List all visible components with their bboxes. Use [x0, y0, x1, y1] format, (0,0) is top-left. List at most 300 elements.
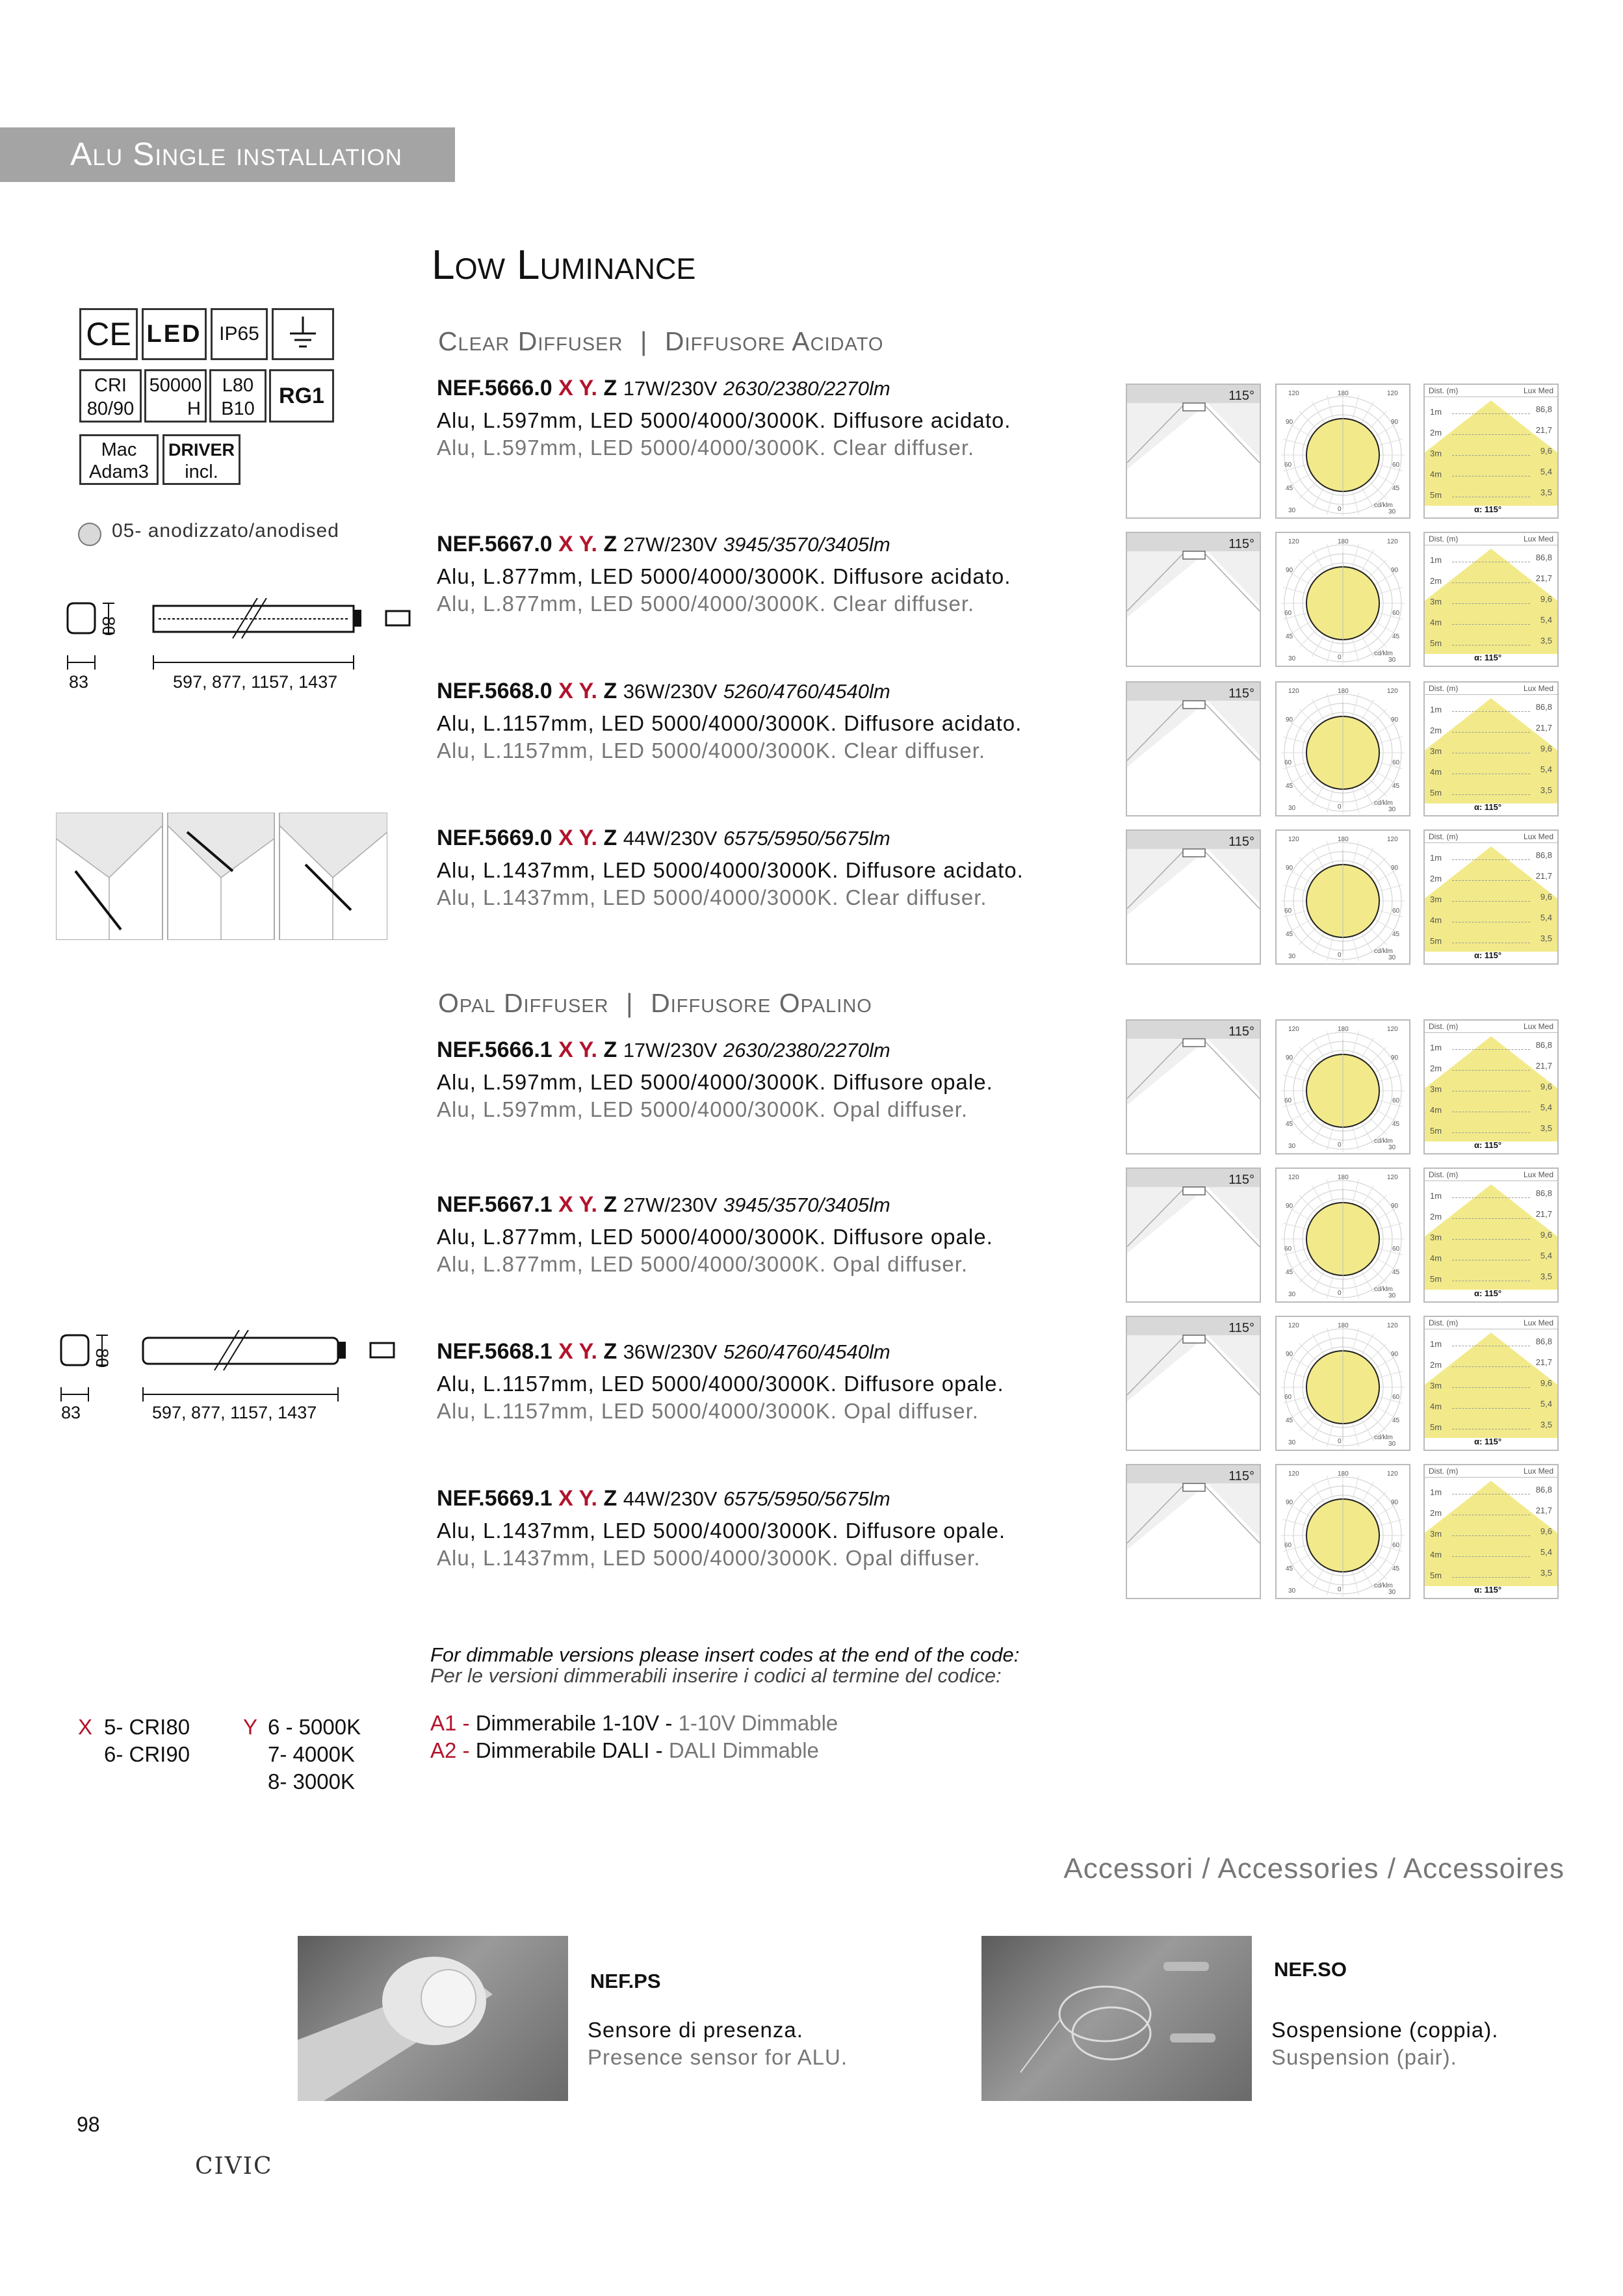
lux-value: 86,8 [1535, 850, 1552, 860]
product-desc-en: Alu, L.1157mm, LED 5000/4000/3000K. Clear diffuser. [437, 738, 986, 763]
polar-label: 45 [1286, 1565, 1293, 1572]
polar-curve-diagram [1275, 681, 1410, 816]
lux-dist: 3m [1430, 1233, 1442, 1242]
polar-label: 45 [1286, 633, 1293, 640]
lux-dist: 1m [1430, 853, 1442, 863]
b10-label: B10 [221, 398, 255, 419]
lux-dist: 4m [1430, 767, 1442, 777]
product-code-line [437, 376, 890, 401]
beam-angle-diagram [1126, 829, 1261, 965]
y-code-item: 7- 4000K [268, 1742, 355, 1766]
lux-value: 5,4 [1540, 467, 1552, 476]
lux-value: 3,5 [1540, 933, 1552, 943]
driver-box [162, 434, 240, 485]
polar-label: 30 [1288, 1143, 1296, 1150]
polar-label: 30 [1388, 657, 1396, 664]
product-code-line [437, 679, 890, 704]
lux-value: 5,4 [1540, 615, 1552, 625]
lux-value: 86,8 [1535, 553, 1552, 562]
clear-section-heading [438, 326, 884, 357]
lux-table-diagram [1423, 384, 1559, 519]
product-spec: 27W/230V [623, 1194, 718, 1216]
polar-label: 60 [1392, 610, 1400, 617]
polar-label: cd/klm [1374, 502, 1393, 509]
lux-dist: 2m [1430, 428, 1442, 437]
polar-label: 90 [1391, 1499, 1399, 1506]
polar-label: 60 [1392, 759, 1400, 766]
polar-label: 120 [1387, 688, 1398, 695]
polar-label: 0 [1338, 952, 1342, 959]
polar-curve-diagram [1275, 1019, 1410, 1155]
beam-angle-label: 115° [1228, 1024, 1254, 1039]
product-xy: X Y. [558, 1486, 597, 1511]
product-z: Z [603, 532, 617, 556]
lux-dist: 1m [1430, 1043, 1442, 1052]
lux-dist: 5m [1430, 1126, 1442, 1136]
lux-value: 9,6 [1540, 892, 1552, 902]
lux-value: 5,4 [1540, 764, 1552, 774]
lux-dist: 5m [1430, 936, 1442, 946]
polar-label: 60 [1392, 1394, 1400, 1401]
polar-curve-diagram [1275, 1168, 1410, 1303]
lux-dist: 3m [1430, 1381, 1442, 1390]
presence-sensor-photo [298, 1936, 568, 2101]
x-code-item: 6- CRI90 [104, 1742, 190, 1766]
dim-code: A1 [430, 1711, 457, 1735]
product-desc-en: Alu, L.1437mm, LED 5000/4000/3000K. Clear diffuser. [437, 885, 987, 909]
lux-value: 3,5 [1540, 1272, 1552, 1281]
beam-angle-label: 115° [1228, 1469, 1254, 1483]
polar-label: 30 [1288, 1587, 1296, 1595]
lux-dist-header: Dist. (m) [1429, 534, 1459, 543]
section-title: Alu Single installation [70, 136, 403, 172]
polar-label: 45 [1286, 1269, 1293, 1276]
lux-med-header: Lux Med [1523, 386, 1553, 395]
lux-table-diagram [1423, 829, 1559, 965]
polar-curve-diagram [1275, 384, 1410, 519]
lux-dist-header: Dist. (m) [1429, 832, 1459, 841]
lux-table-diagram [1423, 1168, 1559, 1303]
polar-label: 45 [1392, 783, 1400, 790]
x-letter: X [78, 1715, 93, 1739]
dim-sep: - [462, 1711, 470, 1735]
product-desc-en: Alu, L.597mm, LED 5000/4000/3000K. Clear diffuser. [437, 436, 975, 460]
finish-label: 05- anodizzato/anodised [112, 520, 339, 541]
polar-label: 60 [1392, 907, 1400, 915]
polar-label: 120 [1288, 538, 1299, 545]
lux-dist: 2m [1430, 1360, 1442, 1370]
polar-label: 120 [1387, 1026, 1398, 1033]
clear-height-label: 80 [99, 616, 118, 636]
opal-length-label: 597, 877, 1157, 1437 [152, 1403, 317, 1422]
polar-label: 180 [1338, 1174, 1349, 1181]
product-z: Z [603, 679, 617, 703]
polar-label: 45 [1286, 1417, 1293, 1424]
dim-sep: - [655, 1738, 663, 1762]
y-code-item: 6 - 5000K [268, 1715, 361, 1739]
polar-label: 90 [1286, 1203, 1293, 1210]
beam-angle-label: 115° [1228, 389, 1254, 403]
product-spec: 36W/230V [623, 680, 718, 703]
product-z: Z [603, 1339, 617, 1364]
lux-value: 21,7 [1535, 425, 1552, 435]
product-lumen: 6575/5950/5675lm [723, 827, 890, 850]
product-xy: X Y. [558, 376, 597, 400]
product-spec: 27W/230V [623, 533, 718, 556]
product-code: NEF.5669.1 [437, 1486, 552, 1511]
earth-ground-icon [272, 308, 334, 360]
product-xy: X Y. [558, 679, 597, 703]
polar-label: 120 [1288, 1174, 1299, 1181]
product-desc-it: Alu, L.1157mm, LED 5000/4000/3000K. Diffusore opale. [437, 1372, 1004, 1396]
lifetime-value: 50000 [149, 375, 202, 396]
product-code: NEF.5667.0 [437, 532, 552, 556]
polar-label: 120 [1288, 836, 1299, 843]
product-desc-it: Alu, L.597mm, LED 5000/4000/3000K. Diffusore acidato. [437, 408, 1011, 432]
lux-dist: 1m [1430, 1487, 1442, 1497]
polar-label: 90 [1286, 1054, 1293, 1062]
polar-label: 90 [1286, 419, 1293, 426]
lux-table-diagram [1423, 532, 1559, 667]
lux-value: 86,8 [1535, 1040, 1552, 1050]
dimmable-note-en: For dimmable versions please insert codes at the end of the code: [430, 1643, 1020, 1666]
polar-label: cd/klm [1374, 1138, 1393, 1145]
polar-label: 120 [1288, 1026, 1299, 1033]
dim-sep: - [665, 1711, 673, 1735]
polar-label: 60 [1284, 462, 1292, 469]
lux-dist-header: Dist. (m) [1429, 1170, 1459, 1179]
polar-label: 0 [1338, 1290, 1342, 1297]
polar-label: 30 [1288, 805, 1296, 812]
clear-heading-it: Diffusore Acidato [664, 326, 884, 356]
polar-label: cd/klm [1374, 800, 1393, 807]
lux-dist-header: Dist. (m) [1429, 386, 1459, 395]
dim-sep: - [462, 1738, 470, 1762]
polar-label: 90 [1391, 1351, 1399, 1358]
polar-label: 120 [1387, 836, 1398, 843]
lux-dist: 4m [1430, 1402, 1442, 1411]
lux-alpha: α: 115° [1474, 1140, 1502, 1150]
lux-dist: 2m [1430, 725, 1442, 735]
mac-value: Adam3 [89, 462, 149, 482]
lux-value: 21,7 [1535, 1357, 1552, 1367]
lux-dist: 2m [1430, 1063, 1442, 1073]
lux-dist: 5m [1430, 1571, 1442, 1580]
x-code-item: 5- CRI80 [104, 1715, 190, 1739]
accessory-code-so: NEF.SO [1274, 1958, 1347, 1981]
polar-label: 90 [1391, 567, 1399, 574]
driver-label: DRIVER [168, 440, 235, 460]
dim-code-row [430, 1737, 838, 1764]
polar-label: 45 [1286, 931, 1293, 938]
lux-med-header: Lux Med [1523, 534, 1553, 543]
beam-angle-diagram [1126, 1316, 1261, 1451]
lux-dist: 1m [1430, 407, 1442, 417]
polar-label: 45 [1392, 931, 1400, 938]
polar-label: 0 [1338, 654, 1342, 661]
cri-label: CRI [94, 375, 127, 396]
polar-label: 120 [1387, 1174, 1398, 1181]
polar-label: 180 [1338, 538, 1349, 545]
opal-heading-en: Opal Diffuser [438, 988, 609, 1018]
suspension-photo [981, 1936, 1252, 2101]
accessory-it-ps: Sensore di presenza. [588, 2018, 803, 2042]
dim-code: A2 [430, 1738, 457, 1762]
polar-label: 120 [1387, 538, 1398, 545]
polar-label: 90 [1286, 1351, 1293, 1358]
lux-value: 86,8 [1535, 1337, 1552, 1346]
driver-value: incl. [185, 462, 218, 482]
brand-logo: CIVIC [195, 2153, 273, 2180]
lux-dist: 3m [1430, 894, 1442, 904]
product-lumen: 2630/2380/2270lm [723, 1039, 890, 1062]
lux-dist: 3m [1430, 449, 1442, 458]
ip-rating: IP65 [211, 308, 268, 360]
product-lumen: 2630/2380/2270lm [723, 377, 890, 400]
lux-dist: 5m [1430, 638, 1442, 648]
product-desc-it: Alu, L.1157mm, LED 5000/4000/3000K. Diffusore acidato. [437, 711, 1022, 735]
polar-label: 30 [1288, 655, 1296, 662]
lux-value: 3,5 [1540, 1420, 1552, 1429]
lux-alpha: α: 115° [1474, 504, 1502, 514]
lux-dist: 2m [1430, 1508, 1442, 1518]
y-codes [243, 1714, 361, 1795]
lux-dist: 2m [1430, 1212, 1442, 1221]
polar-label: 0 [1338, 803, 1342, 811]
dim-codes [430, 1710, 838, 1764]
dim-en: 1-10V Dimmable [678, 1711, 838, 1735]
lux-value: 3,5 [1540, 1123, 1552, 1133]
lux-value: 21,7 [1535, 1061, 1552, 1071]
opal-width-label: 83 [61, 1403, 81, 1422]
lux-med-header: Lux Med [1523, 1022, 1553, 1031]
lux-value: 9,6 [1540, 1378, 1552, 1388]
polar-label: 60 [1284, 1097, 1292, 1104]
lux-value: 21,7 [1535, 573, 1552, 583]
beam-angle-diagram [1126, 384, 1261, 519]
beam-angle-diagram [1126, 1464, 1261, 1599]
lifetime-box [144, 369, 207, 423]
lux-med-header: Lux Med [1523, 1170, 1553, 1179]
polar-label: 30 [1288, 953, 1296, 960]
lux-med-header: Lux Med [1523, 684, 1553, 693]
lux-dist: 1m [1430, 705, 1442, 714]
product-spec: 36W/230V [623, 1340, 718, 1363]
polar-label: 0 [1338, 1141, 1342, 1149]
opal-section-heading [438, 988, 872, 1019]
lux-value: 21,7 [1535, 871, 1552, 881]
clear-heading-en: Clear Diffuser [438, 326, 623, 356]
product-lumen: 5260/4760/4540lm [723, 680, 890, 703]
polar-label: 60 [1284, 610, 1292, 617]
product-code: NEF.5668.1 [437, 1339, 552, 1364]
product-code: NEF.5666.0 [437, 376, 552, 400]
lux-dist: 4m [1430, 915, 1442, 925]
product-spec: 17W/230V [623, 377, 718, 400]
polar-label: 30 [1288, 1439, 1296, 1446]
product-code-line [437, 1192, 890, 1218]
polar-label: 120 [1288, 390, 1299, 397]
beam-angle-label: 115° [1228, 1321, 1254, 1335]
polar-label: 90 [1391, 1054, 1399, 1062]
polar-label: 45 [1392, 485, 1400, 492]
polar-label: 0 [1338, 1438, 1342, 1445]
lux-alpha: α: 115° [1474, 1585, 1502, 1595]
product-code-line [437, 1037, 890, 1063]
polar-label: 90 [1286, 865, 1293, 872]
lux-value: 3,5 [1540, 1568, 1552, 1578]
lux-value: 21,7 [1535, 723, 1552, 733]
finish-swatch [78, 523, 101, 546]
lux-alpha: α: 115° [1474, 802, 1502, 812]
polar-label: cd/klm [1374, 1434, 1393, 1441]
lux-dist: 3m [1430, 1084, 1442, 1094]
lux-dist: 2m [1430, 576, 1442, 586]
polar-label: 60 [1392, 1097, 1400, 1104]
polar-label: 60 [1392, 1542, 1400, 1549]
polar-label: 180 [1338, 390, 1349, 397]
lux-value: 5,4 [1540, 1399, 1552, 1409]
lux-value: 86,8 [1535, 404, 1552, 414]
product-desc-it: Alu, L.877mm, LED 5000/4000/3000K. Diffusore acidato. [437, 564, 1011, 588]
lux-dist: 5m [1430, 1422, 1442, 1432]
polar-label: 30 [1388, 1292, 1396, 1299]
heading-separator: | [626, 988, 634, 1018]
mounting-illustration [56, 813, 387, 940]
beam-angle-diagram [1126, 1019, 1261, 1155]
product-code-line [437, 1339, 890, 1364]
lux-dist: 5m [1430, 788, 1442, 798]
polar-label: 60 [1392, 462, 1400, 469]
product-lumen: 6575/5950/5675lm [723, 1487, 890, 1510]
polar-curve-diagram [1275, 532, 1410, 667]
polar-label: 45 [1286, 783, 1293, 790]
dim-it: Dimmerabile 1-10V [475, 1711, 660, 1735]
polar-label: 60 [1284, 907, 1292, 915]
product-desc-en: Alu, L.877mm, LED 5000/4000/3000K. Clear diffuser. [437, 592, 975, 616]
polar-curve-diagram [1275, 1464, 1410, 1599]
product-desc-it: Alu, L.877mm, LED 5000/4000/3000K. Diffusore opale. [437, 1225, 993, 1249]
polar-label: 45 [1392, 1417, 1400, 1424]
lux-value: 5,4 [1540, 1547, 1552, 1557]
product-code-line [437, 1486, 890, 1511]
opal-height-label: 80 [92, 1348, 112, 1368]
product-xy: X Y. [558, 1192, 597, 1217]
lux-med-header: Lux Med [1523, 1467, 1553, 1476]
product-z: Z [603, 826, 617, 850]
lux-value: 21,7 [1535, 1209, 1552, 1219]
product-lumen: 5260/4760/4540lm [723, 1340, 890, 1363]
lux-table-diagram [1423, 681, 1559, 816]
product-code: NEF.5666.1 [437, 1037, 552, 1062]
lux-med-header: Lux Med [1523, 832, 1553, 841]
clear-length-label: 597, 877, 1157, 1437 [173, 672, 338, 692]
product-desc-it: Alu, L.597mm, LED 5000/4000/3000K. Diffusore opale. [437, 1070, 993, 1094]
lux-dist: 2m [1430, 874, 1442, 883]
polar-label: 0 [1338, 1586, 1342, 1593]
beam-angle-diagram [1126, 1168, 1261, 1303]
dim-it: Dimmerabile DALI [475, 1738, 650, 1762]
polar-label: 120 [1288, 1470, 1299, 1478]
product-xy: X Y. [558, 826, 597, 850]
lux-value: 86,8 [1535, 702, 1552, 712]
polar-label: 180 [1338, 836, 1349, 843]
lux-value: 5,4 [1540, 913, 1552, 922]
product-desc-it: Alu, L.1437mm, LED 5000/4000/3000K. Diffusore acidato. [437, 858, 1024, 882]
lux-value: 86,8 [1535, 1485, 1552, 1494]
cri-box [79, 369, 142, 423]
polar-label: 30 [1388, 806, 1396, 813]
product-code-line [437, 826, 890, 851]
polar-label: cd/klm [1374, 1286, 1393, 1293]
polar-label: 30 [1288, 507, 1296, 514]
lux-dist: 3m [1430, 746, 1442, 756]
accessory-code-ps: NEF.PS [590, 1970, 661, 1992]
lux-table-diagram [1423, 1019, 1559, 1155]
beam-angle-label: 115° [1228, 1173, 1254, 1187]
polar-label: 180 [1338, 1322, 1349, 1329]
lux-dist: 3m [1430, 1529, 1442, 1539]
lux-value: 3,5 [1540, 785, 1552, 795]
polar-label: cd/klm [1374, 650, 1393, 657]
accessories-heading: Accessori / Accessories / Accessoires [1063, 1853, 1565, 1885]
product-z: Z [603, 1037, 617, 1062]
lux-med-header: Lux Med [1523, 1318, 1553, 1327]
polar-label: 60 [1284, 1394, 1292, 1401]
polar-label: 90 [1391, 419, 1399, 426]
y-letter: Y [243, 1715, 258, 1739]
lux-table-diagram [1423, 1464, 1559, 1599]
lux-value: 9,6 [1540, 1230, 1552, 1240]
accessory-en-ps: Presence sensor for ALU. [588, 2045, 848, 2069]
lux-dist: 4m [1430, 1550, 1442, 1559]
polar-label: 45 [1286, 1121, 1293, 1128]
polar-curve-diagram [1275, 829, 1410, 965]
polar-label: 30 [1388, 1589, 1396, 1596]
polar-label: 120 [1288, 688, 1299, 695]
dim-code-row [430, 1710, 838, 1737]
polar-label: cd/klm [1374, 948, 1393, 955]
product-desc-en: Alu, L.1157mm, LED 5000/4000/3000K. Opal diffuser. [437, 1399, 979, 1423]
lux-value: 9,6 [1540, 446, 1552, 456]
mac-label: Mac [101, 439, 137, 460]
lux-dist: 5m [1430, 490, 1442, 500]
product-z: Z [603, 1192, 617, 1217]
product-spec: 17W/230V [623, 1039, 718, 1062]
lux-alpha: α: 115° [1474, 950, 1502, 960]
opal-heading-it: Diffusore Opalino [651, 988, 872, 1018]
product-spec: 44W/230V [623, 827, 718, 850]
l80-label: L80 [222, 375, 254, 396]
heading-separator: | [640, 326, 648, 356]
x-codes [78, 1714, 190, 1768]
polar-label: 0 [1338, 506, 1342, 513]
polar-label: 180 [1338, 688, 1349, 695]
polar-label: 90 [1391, 716, 1399, 724]
dim-en: DALI Dimmable [668, 1738, 819, 1762]
product-desc-en: Alu, L.877mm, LED 5000/4000/3000K. Opal diffuser. [437, 1252, 968, 1276]
polar-label: 90 [1286, 1499, 1293, 1506]
risk-group-box: RG1 [269, 369, 334, 423]
polar-label: 90 [1391, 865, 1399, 872]
lux-value: 9,6 [1540, 744, 1552, 753]
lux-dist: 4m [1430, 618, 1442, 627]
lux-value: 9,6 [1540, 594, 1552, 604]
clear-width-label: 83 [69, 672, 89, 692]
lux-value: 9,6 [1540, 1526, 1552, 1536]
lux-value: 21,7 [1535, 1506, 1552, 1515]
lux-value: 3,5 [1540, 488, 1552, 497]
